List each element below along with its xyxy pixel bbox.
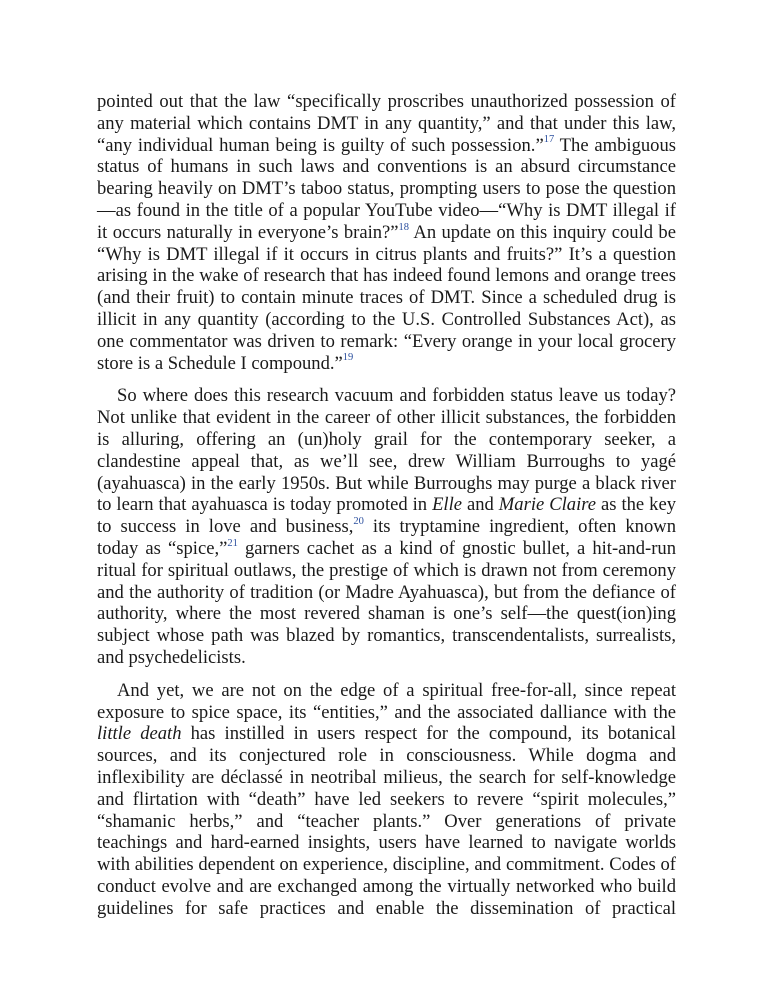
text-segment: An update on this inquiry could be “Why is DMT illegal if it occurs in citrus plants and fruits?” It’s a question arising in the wake of research that has indeed found lemons and orange trees (and their fruit) to contain minute traces of DMT. Since a scheduled drug is illicit in any quantity (according to the U.S. Controlled Substances Act), as one commentator was driven to remark: “Every orange in your local grocery store is a Schedule I compound.” bbox=[97, 221, 676, 374]
text-segment: pointed out that the law “specifically proscribes unauthorized possession of any material which contains DMT in any quantity,” and that under this law, “any individual human being is guilty of such possession.” bbox=[97, 91, 676, 156]
text-segment: garners cachet as a kind of gnostic bullet, a hit-and-run ritual for spiritual outlaws, the prestige of which is drawn not from ceremony and the authority of tradition (or Madre Ayahuasca), but from the defiance of authority, where the most revered shaman is one’s self—the quest(ion)ing subject whose path was blazed by romantics, transcendentalists, surrealists, and psychedelicists. bbox=[97, 537, 676, 668]
text-segment: as the key to success in love and business, bbox=[97, 494, 676, 538]
footnote-ref-19: 19 bbox=[342, 352, 354, 364]
emphasis-little-death: little death bbox=[97, 723, 182, 745]
publication-title-elle: Elle bbox=[432, 494, 463, 516]
paragraph-3 bbox=[97, 680, 676, 920]
text-segment: So where does this research vacuum and forbidden status leave us today? Not unlike that evident in the career of other illicit substances, the forbidden is alluring, offering an (un)holy grail for the contemporary seeker, a clandestine appeal that, as we’ll see, drew William Burroughs to yagé (ayahuasca) in the early 1950s. But while Burroughs may purge a black river to learn that ayahuasca is today promoted in bbox=[97, 385, 676, 516]
footnote-ref-21: 21 bbox=[227, 537, 238, 549]
text-segment: The ambiguous status of humans in such laws and conventions is an absurd circumstance bearing heavily on DMT’s taboo status, prompting users to pose the question—as found in the title of a popular YouTube video—“Why is DMT illegal if it occurs naturally in everyone’s brain?” bbox=[97, 134, 676, 243]
text-segment: and bbox=[462, 494, 499, 516]
text-segment: has instilled in users respect for the compound, its botanical sources, and its conjectured role in consciousness. While dogma and inflexibility are déclassé in neotribal milieus, the search for self-knowledge and flirtation with “death” have led seekers to revere “spirit molecules,” “shamanic herbs,” and “teacher plants.” Over generations of private teachings and hard-earned insights, users have learned to navigate worlds with abilities dependent on experience, discipline, and commitment. Codes of conduct evolve and are exchanged among the virtually networked who build guidelines for safe practices and enable the dissemination of practical bbox=[97, 723, 676, 919]
paragraph-1 bbox=[97, 91, 676, 374]
text-segment: And yet, we are not on the edge of a spiritual free-for-all, since repeat exposure to spice space, its “entities,” and the associated dalliance with the bbox=[97, 679, 676, 723]
text-segment: its tryptamine ingredient, often known today as “spice,” bbox=[97, 516, 676, 559]
footnote-ref-20: 20 bbox=[353, 515, 364, 527]
footnote-ref-17: 17 bbox=[543, 134, 555, 146]
paragraph-2 bbox=[97, 385, 676, 668]
footnote-ref-18: 18 bbox=[398, 221, 410, 233]
publication-title-marie-claire: Marie Claire bbox=[498, 494, 597, 516]
book-page-text bbox=[97, 91, 676, 919]
